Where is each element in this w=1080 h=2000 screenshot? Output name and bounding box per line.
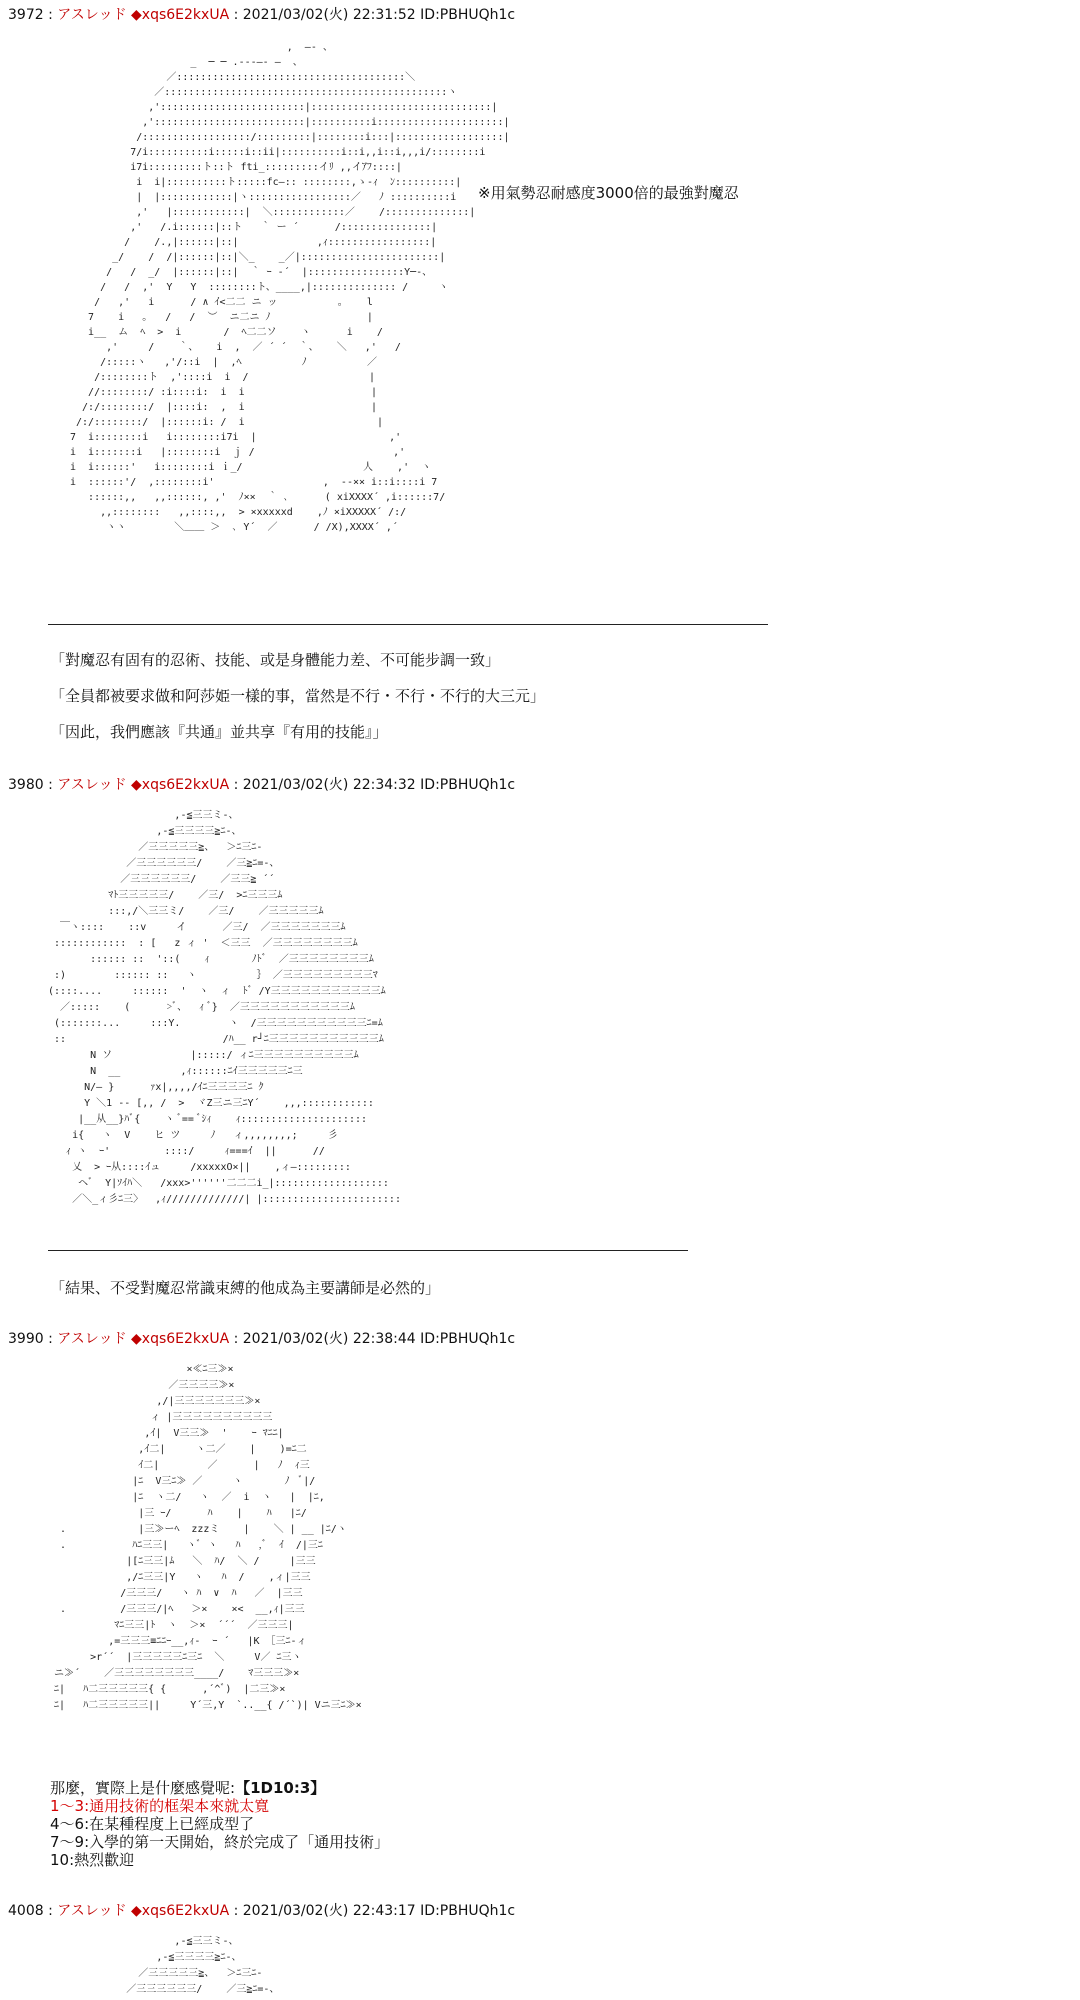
post-number: 3980	[8, 777, 44, 793]
aa-annotation: ※用氣勢忍耐感度3000倍的最強對魔忍	[478, 184, 739, 202]
post-number: 4008	[8, 1903, 44, 1919]
post-number: 3972	[8, 7, 44, 23]
dice-option: 10:熱烈歡迎	[50, 1851, 135, 1869]
dialogue-line: 「結果、不受對魔忍常識束縛的他成為主要講師是必然的」	[50, 1279, 441, 1297]
dice-option: 4～6:在某種程度上已經成型了	[50, 1815, 255, 1833]
dialogue-line: 「全員都被要求做和阿莎姫一樣的事，當然是不行・不行・不行的大三元」	[50, 687, 546, 705]
divider	[48, 1250, 688, 1251]
ascii-art: ×≪ﾆ三≫× ／三三三三≫× ,/|三三三三三三三≫× ィ |三三三三三三三三三三 ,ｲ| V三三≫ ' ｰ ﾏﾆﾆ| ,ｲ二| ヽ二／ | )=ﾆ二 ｲ二| ／ | ﾉ ｨ三 |ﾆ V三ﾆ≫ ／ ヽ ﾉ ﾞ|/ |ﾆ ヽ二/ ヽ ／ i ヽ | |ﾆ, |三 ｰ/ ﾊ | ﾊ |ﾆ/ . |三≫ーﾍ zzzミ | ＼ | __ |ﾆ/ヽ . ﾊﾆ三三| ヽﾞ ヽ ﾊ ,ﾞ ｲ /|三ﾆ |[ﾆ三三|ﾑ ＼ ﾊ/ ＼ / |三三 ,/ﾆ三三|Y ヽ ﾊ / ,ィ|三三 /三三三/ ヽ ﾊ ∨ ﾊ ／ |三三 . /三三三/|ﾍ ＞× ×< __,ｨ|三三 ﾏﾆ三三|ﾄ ヽ ＞× ´´´ ／三三三| ,=三三三≡ﾆﾆｰ__,ｨ‐ ｰ ´ |K ［三ﾆ-ィ >r´´ |三三三三三ﾆ三ﾆ ＼ V／ ﾆ三ヽ ニ≫´ ／三三三三三三三三____/ ﾏ三三三≫× ﾆ| ﾊ二三三三三三{ { ,´^ﾞ) |二三≫× ﾆ| ﾊ二三三三三三|| Y´三,Y `..__{ /´`)| Vニ三ﾆ≫×	[54, 1364, 362, 1711]
ascii-art: , ―- 、 _ ─ ─ .---―‐ ― 、 ／::::::::::::::::::::::::::::::::::::::＼ ／:::::::::::::::::::::::::::::::::::::::::::::::ヽ ,'::::::::::::::::::::::::|::::::::::::::::::::::::::::::| ,':::::::::::::::::::::::::|::::::::::i:::::::::::::::::::::| /::::::::::::::::::/:::::::::|::::::::i:::|::::::::::::::::::| 7/i::::::::::i:::::i::ii|::::::::::i::i,,i::i,,,i/::::::::i i7i:::::::::ト::ト fti_:::::::::イﾘ ,,イｱﾌ::::| i i|::::::::::ト:::::fc―:: ::::::::,ゝ-ｨ ﾝ::::::::::| | |::::::::::::|ヽ:::::::::::::::::／ ﾉ ::::::::::i ,' |::::::::::::| ＼::::::::::::／ /::::::::::::::| ,' /.i::::::|::ト ｀ ー ´ /:::::::::::::::| / /.,|::::::|::| ,ｨ:::::::::::::::::| _/ / /|::::::|::|＼_ _／|:::::::::::::::::::::::| / / _/ |::::::|::| ｀ ｰ ‐´ |::::::::::::::::Y─-、 / / ,' Y Y ::::::::ト、____,|:::::::::::::: / ヽ / ,' i / ∧ ｲ<二二 ニ ッ ｡ l 7 i ｡ / / ︶ ニ二ニ ﾉ | i__ ム ﾍ > i / ﾍ二二ソ ヽ i / ,' / ｀、 i , ／ ´ ´ ｀、 ＼ ,' / /:::::ヽ ,'/::i | ,ﾍ ﾉ ／ /::::::::ト ,'::::i i / | //::::::::/ :i::::i: i i | /:/::::::::/ |::::i: , i | /:/::::::::/ |::::::i: / i | 7 i::::::::i i::::::::i7i | ,' i i:::::::i |::::::::i ｊ / ,' i i::::::' i::::::::i ｉ_/ 人 ,' ヽ i ::::::'/ ,::::::::i' , -‐×× i::i::::i 7 ::::::,, ,,::::::, ,' ﾉ×× ｀ ､ ( xiXXXX´ ,i::::::7/ ,,:::::::: ,,::::,, > ×xxxxxd ,ﾉ ×iXXXXX´ /:/ ヽヽ ＼＿＿ ＞ ､ Y´ ／ / /X),XXXX´ ,´	[70, 42, 510, 533]
poster-trip: ◆xqs6E2kxUA	[131, 1331, 230, 1347]
post-datetime: 2021/03/02(火) 22:43:17	[242, 1903, 416, 1919]
post-header: 4008 : アスレッド ◆xqs6E2kxUA : 2021/03/02(火) 22:43:17 ID:PBHUQh1c	[8, 1903, 516, 1919]
post-datetime: 2021/03/02(火) 22:31:52	[242, 7, 416, 23]
poster-id[interactable]: ID:PBHUQh1c	[420, 1331, 516, 1347]
ascii-art: ,-≦三三ミ-、 ,-≦三三三三≧ﾆ-、 ／三三三三三≧、 ＞ﾆ三ﾆ- ／三三三三三三/ ／三≧ﾆ=-、 ／三三三三三三/ ／三三≧ ´´ ﾏﾄ三三三三三/ ／三/ >ﾆ三三三ﾑ :::,/＼三三ミ/ ／三/ ／三三三三三ﾑ ￣ヽ:::: ::v イ ／三/ ／三三三三三三三ﾑ :::::::::::: : [ z ィ ' ＜三三 ／三三三三三三三三ﾑ :::::: :: '::( ｨ ﾉﾄﾞ ／三三三三三三三三ﾑ :) :::::: :: ヽ ｝ ／三三三三三三三三三ﾏ (::::.... :::::: ' ヽ ィ ﾄﾞ /Y三三三三三三三三三三三ﾑ ／::::: ( >ﾞ、 ｨ ﾞ} ／三三三三三三三三三三三ﾑ (:::::::... :::Y. ヽ /三三三三三三三三三三三ﾆ=ﾑ :: /ﾊ__ r┘ﾆ三三三三三三三三三三三ﾑ N ソ |:::::/ ィﾆ三三三三三三三三三三ﾑ N __ ,ｨ::::::ﾆｲ三三三三三ﾆ三 N/― } ｧx|,,,,/ｲﾆ三三三三ﾆ ｸ Y ＼1 -- [,, / > ヾZ三ニ三ﾆY´ ,,,:::::::::::: |__从__}ﾊﾞ{ ヽ ﾞ== ﾞｼｨ ｨ::::::::::::::::::::: i{ ヽ V ヒ ツ ﾉ ィ,,,,,,,,; 彡 ｨ ヽ ｰ' ::::/ ｨ===ｲ || // 乂 > ｰ从::::ｲュ /xxxxxO×|| ,ィ―::::::::: ヘﾞ Y|ｿｲﾊ＼ /xxx>''''''二二二i_|::::::::::::::::::: ／＼_ィ彡ﾆ三〉 ,ｨ/////////////| |:::::::::::::::::::::::	[48, 810, 401, 1205]
post-header: 3990 : アスレッド ◆xqs6E2kxUA : 2021/03/02(火) 22:38:44 ID:PBHUQh1c	[8, 1331, 516, 1347]
post-datetime: 2021/03/02(火) 22:34:32	[242, 777, 416, 793]
post-datetime: 2021/03/02(火) 22:38:44	[242, 1331, 416, 1347]
poster-trip: ◆xqs6E2kxUA	[131, 7, 230, 23]
question-text: 那麼，實際上是什麼感覺呢:	[50, 1779, 236, 1797]
dialogue-line: 「對魔忍有固有的忍術、技能、或是身體能力差、不可能步調一致」	[50, 651, 501, 669]
divider	[48, 624, 768, 625]
poster-name[interactable]: アスレッド	[57, 1903, 127, 1919]
dice-question	[50, 1778, 325, 1798]
poster-name[interactable]: アスレッド	[57, 7, 127, 23]
post-number: 3990	[8, 1331, 44, 1347]
post-header: 3972 : アスレッド ◆xqs6E2kxUA : 2021/03/02(火) 22:31:52 ID:PBHUQh1c	[8, 7, 516, 23]
dice-result: 【1D10:3】	[235, 1779, 326, 1797]
poster-name[interactable]: アスレッド	[57, 1331, 127, 1347]
dice-option: 1～3:通用技術的框架本來就太寬	[50, 1797, 270, 1815]
poster-id[interactable]: ID:PBHUQh1c	[420, 777, 516, 793]
poster-trip: ◆xqs6E2kxUA	[131, 777, 230, 793]
dialogue-line: 「因此，我們應該『共通』並共享『有用的技能』」	[50, 723, 388, 741]
poster-id[interactable]: ID:PBHUQh1c	[420, 1903, 516, 1919]
poster-name[interactable]: アスレッド	[57, 777, 127, 793]
poster-trip: ◆xqs6E2kxUA	[131, 1903, 230, 1919]
ascii-art: ,-≦三三ミ-、 ,-≦三三三三≧ﾆ-、 ／三三三三三≧、 ＞ﾆ三ﾆ- ／三三三三三三/ ／三≧ﾆ=-、	[126, 1936, 280, 1995]
post-header: 3980 : アスレッド ◆xqs6E2kxUA : 2021/03/02(火) 22:34:32 ID:PBHUQh1c	[8, 777, 516, 793]
dice-option: 7～9:入學的第一天開始，終於完成了「通用技術」	[50, 1833, 390, 1851]
poster-id[interactable]: ID:PBHUQh1c	[420, 7, 516, 23]
